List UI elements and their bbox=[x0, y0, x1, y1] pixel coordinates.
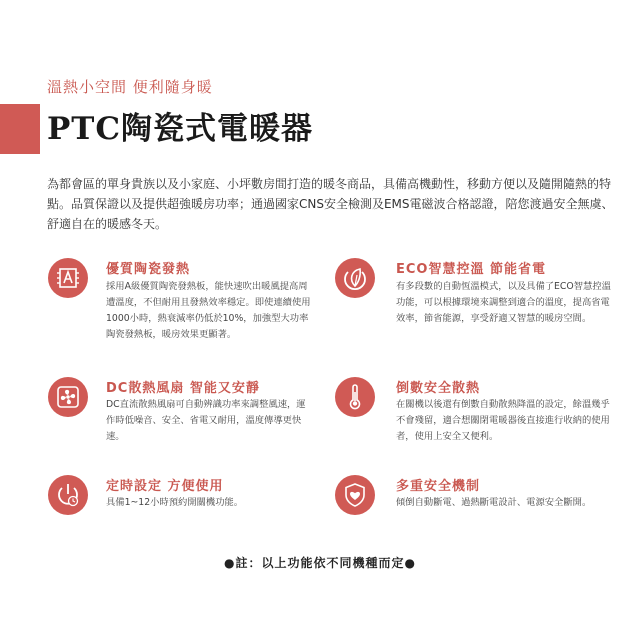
subtitle: 溫熱小空間 便利隨身暖 bbox=[47, 78, 213, 96]
feature-desc-eco: 有多段數的自動恆溫模式，以及具備了ECO智慧控溫功能，可以根據環境來調整到適合的溫度，提高省電效率，節省能源，享受舒適又智慧的暖房空間。 bbox=[396, 281, 611, 324]
feature-title-safety: 多重安全機制 bbox=[396, 479, 481, 494]
power-timer-icon bbox=[48, 475, 88, 515]
intro-paragraph: 為都會區的單身貴族以及小家庭、小坪數房間打造的暖冬商品，具備高機動性，移動方便以及隨開隨熱的特點。品質保證以及提供超強暖房功率；通過國家CNS安全檢測及EMS電磁波合格認證，陪您渡過安全無虞、舒適自在的暖感冬天。 bbox=[47, 177, 614, 231]
feature-title-cooldown: 倒數安全散熱 bbox=[396, 381, 481, 396]
feature-title-timer: 定時設定 方便使用 bbox=[106, 479, 224, 494]
feature-desc-ceramic: 採用A級優質陶瓷發熱板，能快速吹出暖風提高周遭溫度，不但耐用且發熱效率穩定。即使連續使用1000小時，熱衰減率仍低於10%，加強型大功率陶瓷發熱板，暖房效果更顯著。 bbox=[106, 281, 311, 340]
thermometer-icon bbox=[335, 377, 375, 417]
feature-desc-safety: 傾倒自動斷電、過熱斷電設計、電源安全斷開。 bbox=[396, 497, 592, 508]
fan-icon bbox=[48, 377, 88, 417]
feature-title-fan: DC散熱風扇 智能又安靜 bbox=[106, 381, 260, 396]
feature-desc-cooldown: 在關機以後還有倒數自動散熱降溫的設定，餘溫幾乎不會殘留，適合想關閉電暖器後直接進行收納的使用者，使用上安全又便利。 bbox=[396, 399, 610, 442]
accent-bar bbox=[0, 104, 40, 154]
feature-desc-fan: DC直流散熱風扇可自動辨識功率來調整風速，運作時低噪音、安全、省電又耐用，溫度傳導更快速。 bbox=[106, 399, 306, 442]
footnote: ●註：以上功能依不同機種而定● bbox=[224, 556, 416, 570]
feature-title-ceramic: 優質陶瓷發熱 bbox=[106, 262, 191, 277]
feature-title-eco: ECO智慧控溫 節能省電 bbox=[396, 262, 546, 277]
shield-heart-icon bbox=[335, 475, 375, 515]
ptc-chip-icon bbox=[48, 258, 88, 298]
eco-leaf-icon bbox=[335, 258, 375, 298]
feature-desc-timer: 具備1~12小時預約開關機功能。 bbox=[106, 497, 244, 508]
page-title: PTC陶瓷式電暖器 bbox=[47, 111, 314, 147]
